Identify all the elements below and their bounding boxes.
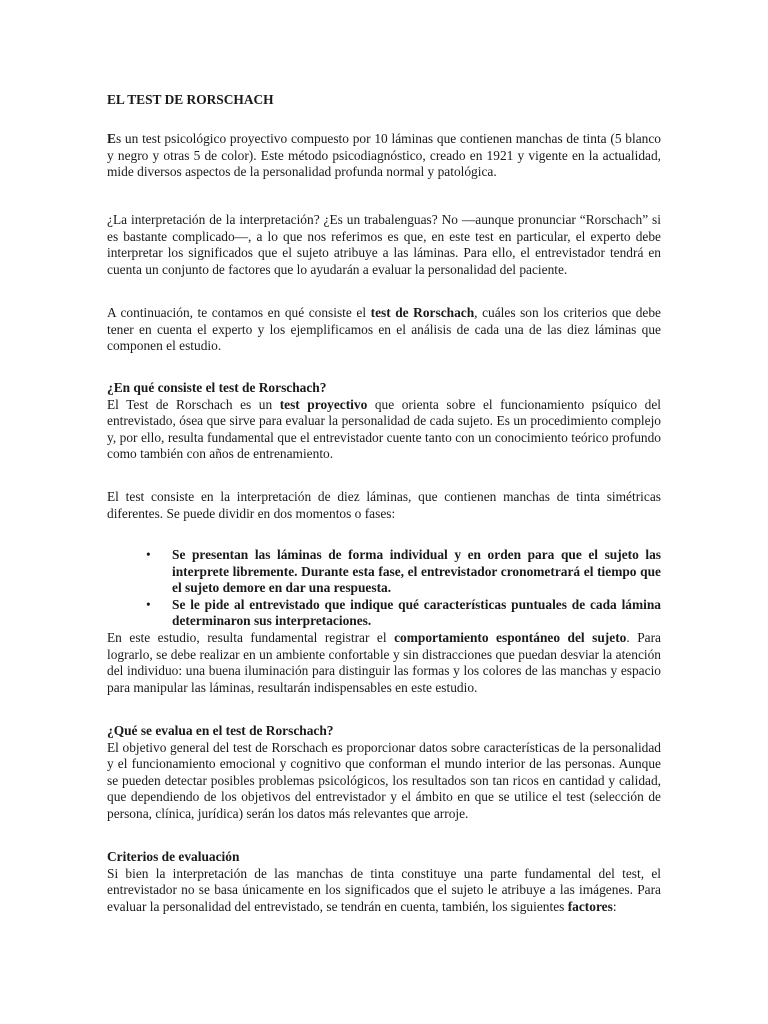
intro-drop-letter: E (107, 131, 116, 146)
what-is-text-end: que orienta sobre el funcionamiento psíquico del entrevistado, ósea que sirve para evaluar la personalidad de cada sujeto. Es un procedimiento complejo y, por ello, resulta fundamental que el entrevistador cuente tanto con un conocimiento teórico profundo como también con años de entrenamiento. (107, 396, 661, 461)
factores-emphasis: factores (567, 898, 613, 914)
behavior-text-start: En este estudio, resulta fundamental registrar el (107, 630, 395, 645)
continuation-paragraph (107, 305, 661, 355)
section-what-evaluates-text: El objetivo general del test de Rorschach es proporcionar datos sobre características de la personalidad y el funcionamiento emocional y cognitivo que conforman el mundo interior de las personas. Aunque se pueden detectar posibles problemas psicológicos, los resultados son tan ricos en cantidad y calidad, que dependiendo de los objetivos del entrevistador y el ámbito en que se utilice el test (selección de persona, clínica, jurídica) serán los datos más relevantes que arroje. (107, 739, 661, 821)
section-heading-what-evaluates: ¿Qué se evalua en el test de Rorschach? (107, 723, 334, 738)
test-de-rorschach-emphasis: test de Rorschach (370, 305, 475, 320)
what-is-text-start: El Test de Rorschach es un (107, 396, 280, 412)
section-what-evaluates (107, 723, 661, 822)
behavior-text-end: . Para lograrlo, se debe realizar en un ambiente confortable y sin distracciones que puedan desviar la atención del individuo: una buena iluminación para distinguir las formas y los colores de las manchas y espacio para manipular las láminas, resultarán indispensables en este estudio. (107, 630, 661, 695)
section-what-is (107, 380, 661, 463)
section-heading-what-is: ¿En qué consiste el test de Rorschach? (107, 380, 327, 395)
section-criteria-text (107, 866, 661, 916)
bullet-icon: • (146, 547, 151, 562)
phase-item-1 (146, 547, 661, 597)
criteria-text-start: Si bien la interpretación de las manchas de tinta constituye una parte fundamental del test, el entrevistador no se basa únicamente en los significados que el sujeto le atribuye a las imágenes. Para evaluar la personalidad del entrevistado, se tendrán en cuenta, también, los siguientes (107, 865, 661, 914)
behavior-paragraph (107, 630, 661, 696)
section-heading-criteria: Criterios de evaluación (107, 849, 240, 864)
continuation-text-start: A continuación, te contamos en qué consiste el (107, 305, 371, 320)
document-title: EL TEST DE RORSCHACH (107, 92, 274, 107)
phases-intro-paragraph: El test consiste en la interpretación de diez láminas, que contienen manchas de tinta simétricas diferentes. Se puede dividir en dos momentos o fases: (107, 489, 661, 521)
intro-text: s un test psicológico proyectivo compuesto por 10 láminas que contienen manchas de tinta (5 blanco y negro y otras 5 de color). Este método psicodiagnóstico, creado en 1921 y vigente en la actualidad, mide diversos aspectos de la personalidad profunda normal y patológica. (107, 131, 661, 179)
phase-item-text: Se le pide al entrevistado que indique qué características puntuales de cada lámina determinaron sus interpretaciones. (172, 596, 661, 628)
test-proyectivo-emphasis: test proyectivo (279, 396, 368, 412)
criteria-text-end: : (612, 898, 617, 914)
interpretation-paragraph: ¿La interpretación de la interpretación? ¿Es un trabalenguas? No —aunque pronunciar “Rorschach” si es bastante complicado—, a lo que nos referimos es que, en este test en particular, el experto debe interpretar los significados que el sujeto atribuye a las láminas. Para ello, el entrevistador tendrá en cuenta un conjunto de factores que lo ayudarán a evaluar la personalidad del paciente. (107, 212, 661, 277)
comportamiento-emphasis: comportamiento espontáneo del sujeto (394, 630, 627, 645)
phase-item-text: Se presentan las láminas de forma individual y en orden para que el sujeto las interprete libremente. Durante esta fase, el entrevistador cronometrará el tiempo que el sujeto demore en dar una respuesta. (172, 547, 661, 595)
phase-item-2 (146, 596, 661, 630)
bullet-icon: • (146, 596, 151, 612)
section-criteria (107, 849, 661, 915)
continuation-text-end: , cuáles son los criterios que debe tener en cuenta el experto y los ejemplificamos en el análisis de cada una de las diez láminas que componen el estudio. (107, 305, 661, 353)
intro-paragraph (107, 131, 661, 181)
phases-list (146, 547, 661, 630)
section-what-is-text (107, 397, 661, 463)
